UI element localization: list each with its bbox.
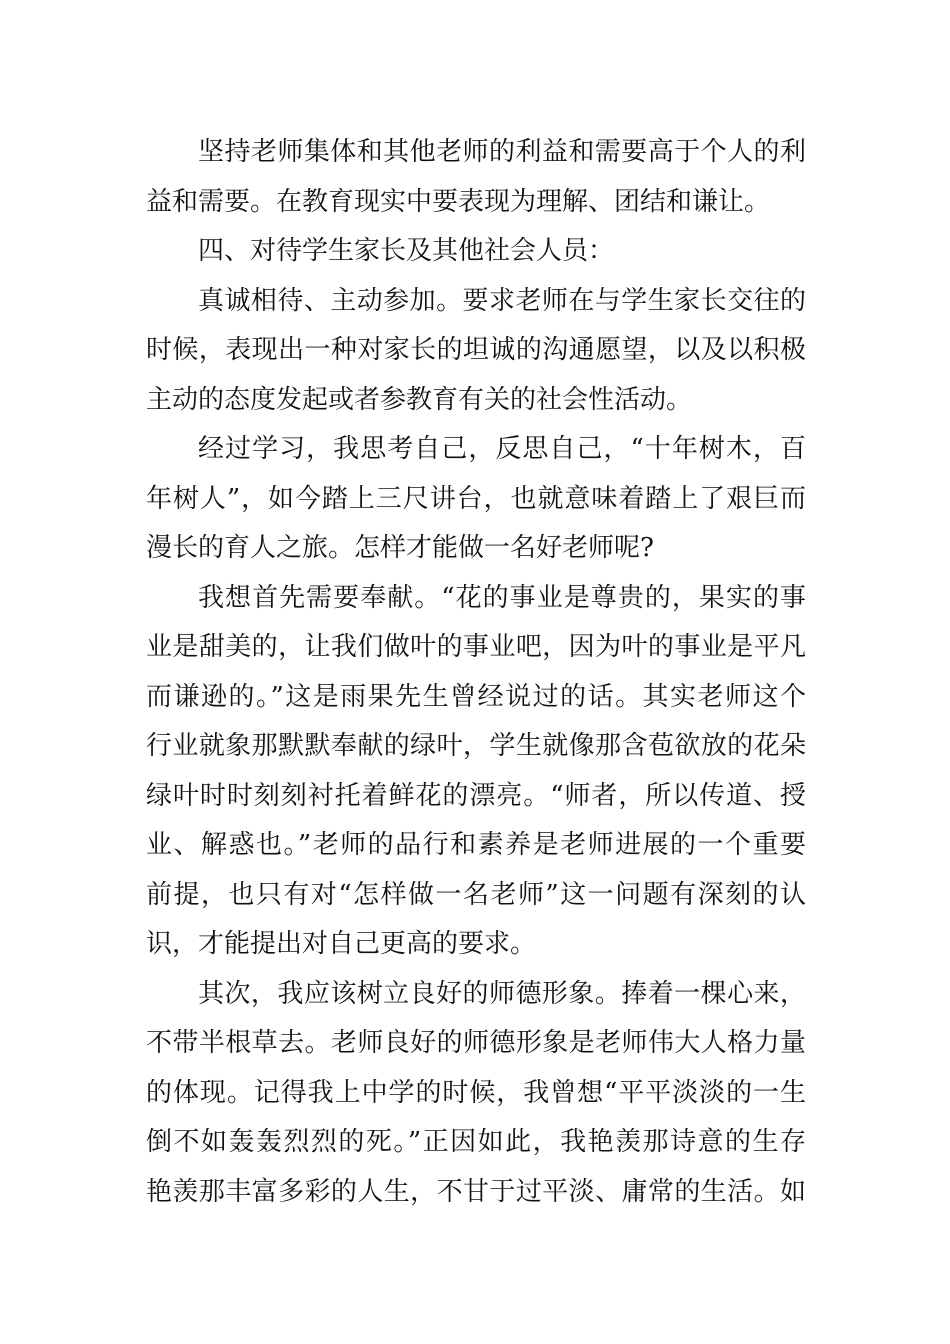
text-line: 艳羡那丰富多彩的人生，不甘于过平淡、庸常的生活。如	[146, 1176, 806, 1207]
text-line: 主动的态度发起或者参教育有关的社会性活动。	[146, 384, 693, 415]
text-line: 经过学习，我思考自己，反思自己，“十年树木，百	[198, 434, 806, 464]
text-line: 而谦逊的。”这是雨果先生曾经说过的话。其实老师这个	[146, 681, 806, 712]
text-line: 的体现。记得我上中学的时候，我曾想“平平淡淡的一生	[146, 1077, 806, 1108]
text-line: 前提，也只有对“怎样做一名老师”这一问题有深刻的认	[146, 879, 806, 910]
text-line: 益和需要。在教育现实中要表现为理解、团结和谦让。	[146, 186, 771, 217]
text-line: 漫长的育人之旅。怎样才能做一名好老师呢?	[146, 533, 654, 563]
text-line: 其次，我应该树立良好的师德形象。捧着一棵心来，	[198, 978, 806, 1009]
text-line: 业、解惑也。”老师的品行和素养是老师进展的一个重要	[146, 830, 806, 860]
text-line: 绿叶时时刻刻衬托着鲜花的漂亮。“师者，所以传道、授	[146, 780, 806, 811]
text-line: 业是甜美的，让我们做叶的事业吧，因为叶的事业是平凡	[146, 632, 806, 662]
text-line: 坚持老师集体和其他老师的利益和需要高于个人的利	[198, 137, 806, 167]
text-line: 年树人”，如今踏上三尺讲台，也就意味着踏上了艰巨而	[146, 483, 806, 514]
text-line: 时候，表现出一种对家长的坦诚的沟通愿望，以及以积极	[146, 335, 806, 365]
text-line: 识，才能提出对自己更高的要求。	[146, 929, 537, 959]
body-text	[146, 128, 806, 1217]
text-line: 倒不如轰轰烈烈的死。”正因如此，我艳羡那诗意的生存	[146, 1127, 806, 1157]
text-line: 不带半根草去。老师良好的师德形象是老师伟大人格力量	[146, 1028, 806, 1058]
text-line: 行业就象那默默奉献的绿叶，学生就像那含苞欲放的花朵	[146, 731, 806, 761]
text-line: 我想首先需要奉献。“花的事业是尊贵的，果实的事	[198, 582, 806, 613]
text-line: 四、对待学生家长及其他社会人员：	[198, 236, 615, 266]
text-line: 真诚相待、主动参加。要求老师在与学生家长交往的	[198, 285, 806, 316]
